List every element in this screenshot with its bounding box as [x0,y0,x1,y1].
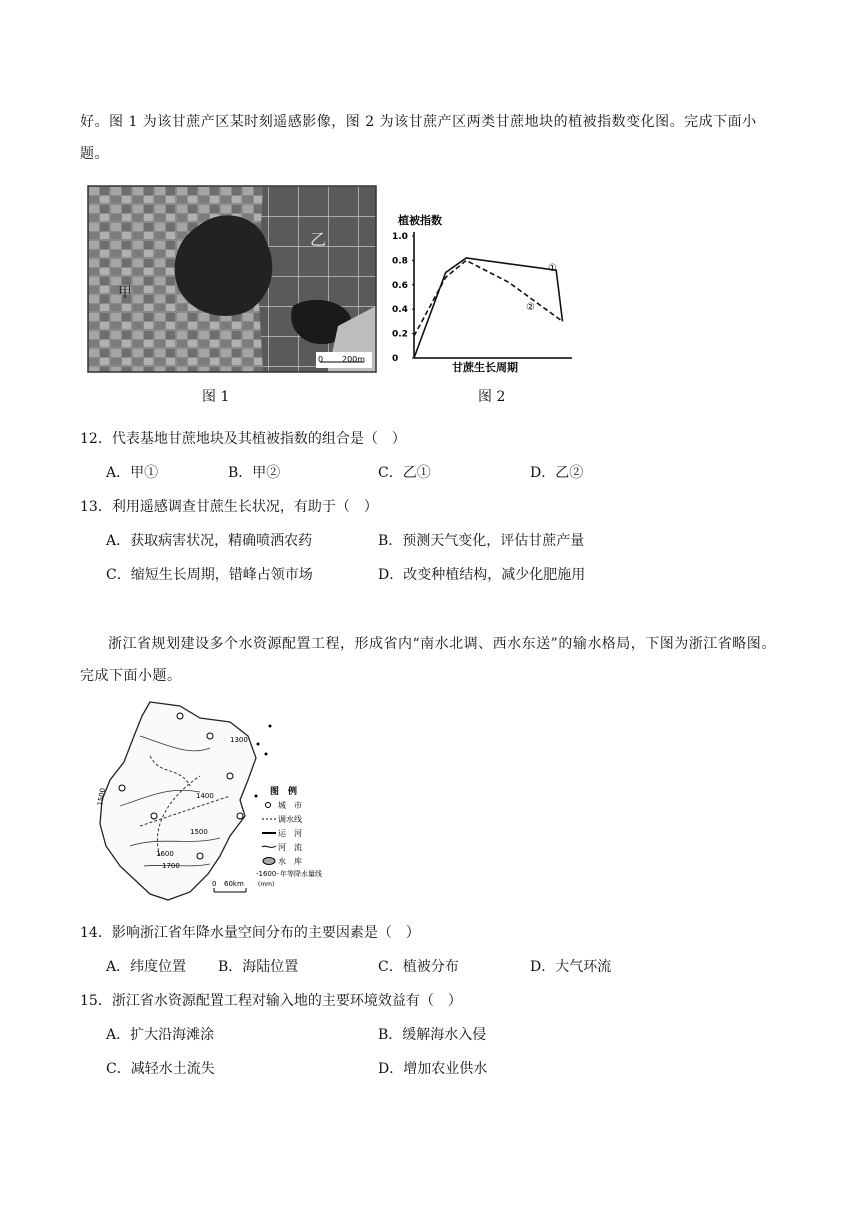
q13-option-a[interactable]: A．获取病害状况，精确喷洒农药 [106,533,313,549]
series-label-1: ① [548,263,557,274]
y-tick-label-0: 0 [392,354,399,364]
q13-option-c[interactable]: C．缩短生长周期，错峰占领市场 [106,567,313,583]
figure-1-caption: 图 1 [202,389,230,405]
intro-paragraph-1: 好。图 1 为该甘蔗产区某时刻遥感影像，图 2 为该甘蔗产区两类甘蔗地块的植被指数变化图。完成下面小题。 [80,114,757,162]
q15-option-b[interactable]: B．缓解海水入侵 [378,1027,487,1043]
isoline-1700: 1700 [162,862,180,870]
chart-xlabel: 甘蔗生长周期 [452,361,518,374]
figure-1-remote-sensing-image [88,186,376,372]
label-jia: 甲 [118,285,132,301]
q14-option-a[interactable]: A．纬度位置 [106,959,187,975]
legend-canal: 运 河 [278,829,302,838]
legend-isoline-unit: (mm) [258,881,275,888]
question-14-stem: 14．影响浙江省年降水量空间分布的主要因素是（ ） [80,925,420,941]
legend-river: 河 流 [278,843,302,852]
legend-city: 城 市 [278,801,302,810]
map-scale-length: 60km [224,880,244,888]
q14-option-b[interactable]: B．海陆位置 [218,959,299,975]
q13-option-d[interactable]: D．改变种植结构，减少化肥施用 [378,567,586,583]
y-tick-label-1: 0.2 [392,329,408,340]
q12-option-b[interactable]: B．甲② [228,465,281,481]
isoline-1600: 1600 [156,850,174,858]
q15-option-d[interactable]: D．增加农业供水 [378,1061,488,1077]
scale-length: 200m [342,355,366,364]
q15-option-c[interactable]: C．减轻水土流失 [106,1061,215,1077]
question-12-stem: 12．代表基地甘蔗地块及其植被指数的组合是（ ） [80,431,406,447]
isoline-1400: 1400 [196,792,214,800]
series-label-2: ② [526,302,535,313]
isoline-1500-west: 1500 [96,787,108,807]
chart-ylabel: 植被指数 [398,214,442,227]
scale-zero: 0 [318,355,324,364]
y-tick-label-2: 0.4 [392,305,408,316]
zhejiang-map [80,696,322,902]
question-15-stem: 15．浙江省水资源配置工程对输入地的主要环境效益有（ ） [80,993,462,1009]
label-yi: 乙 [310,230,327,249]
q13-option-b[interactable]: B．预测天气变化，评估甘蔗产量 [378,533,585,549]
figure-2-chart [388,196,588,376]
y-tick-label-5: 1.0 [392,232,408,242]
legend-reservoir: 水 库 [278,857,302,866]
isoline-1500: 1500 [190,828,208,836]
legend-isoline-sample: -1600- [256,870,279,878]
q12-option-d[interactable]: D．乙② [530,465,584,481]
q12-option-c[interactable]: C．乙① [378,465,431,481]
question-13-stem: 13．利用遥感调查甘蔗生长状况，有助于（ ） [80,499,378,515]
legend-isoline: 年等降水量线 [280,870,322,878]
y-tick-label-3: 0.6 [392,280,408,291]
intro-paragraph-2: 浙江省规划建设多个水资源配置工程，形成省内“南水北调、西水东送”的输水格局，下图为浙江省略图。完成下面小题。 [80,636,776,684]
map-scale-zero: 0 [212,880,217,888]
series-line-1 [414,258,563,358]
q14-option-d[interactable]: D．大气环流 [530,959,612,975]
figure-2-caption: 图 2 [478,389,506,405]
y-tick-label-4: 0.8 [392,256,408,267]
legend-title: 图 例 [270,787,298,797]
isoline-1300: 1300 [230,736,248,744]
legend-diversion: 调水线 [278,815,302,824]
q14-option-c[interactable]: C．植被分布 [378,959,459,975]
q12-option-a[interactable]: A．甲① [106,465,159,481]
q15-option-a[interactable]: A．扩大沿海滩涂 [106,1027,215,1043]
